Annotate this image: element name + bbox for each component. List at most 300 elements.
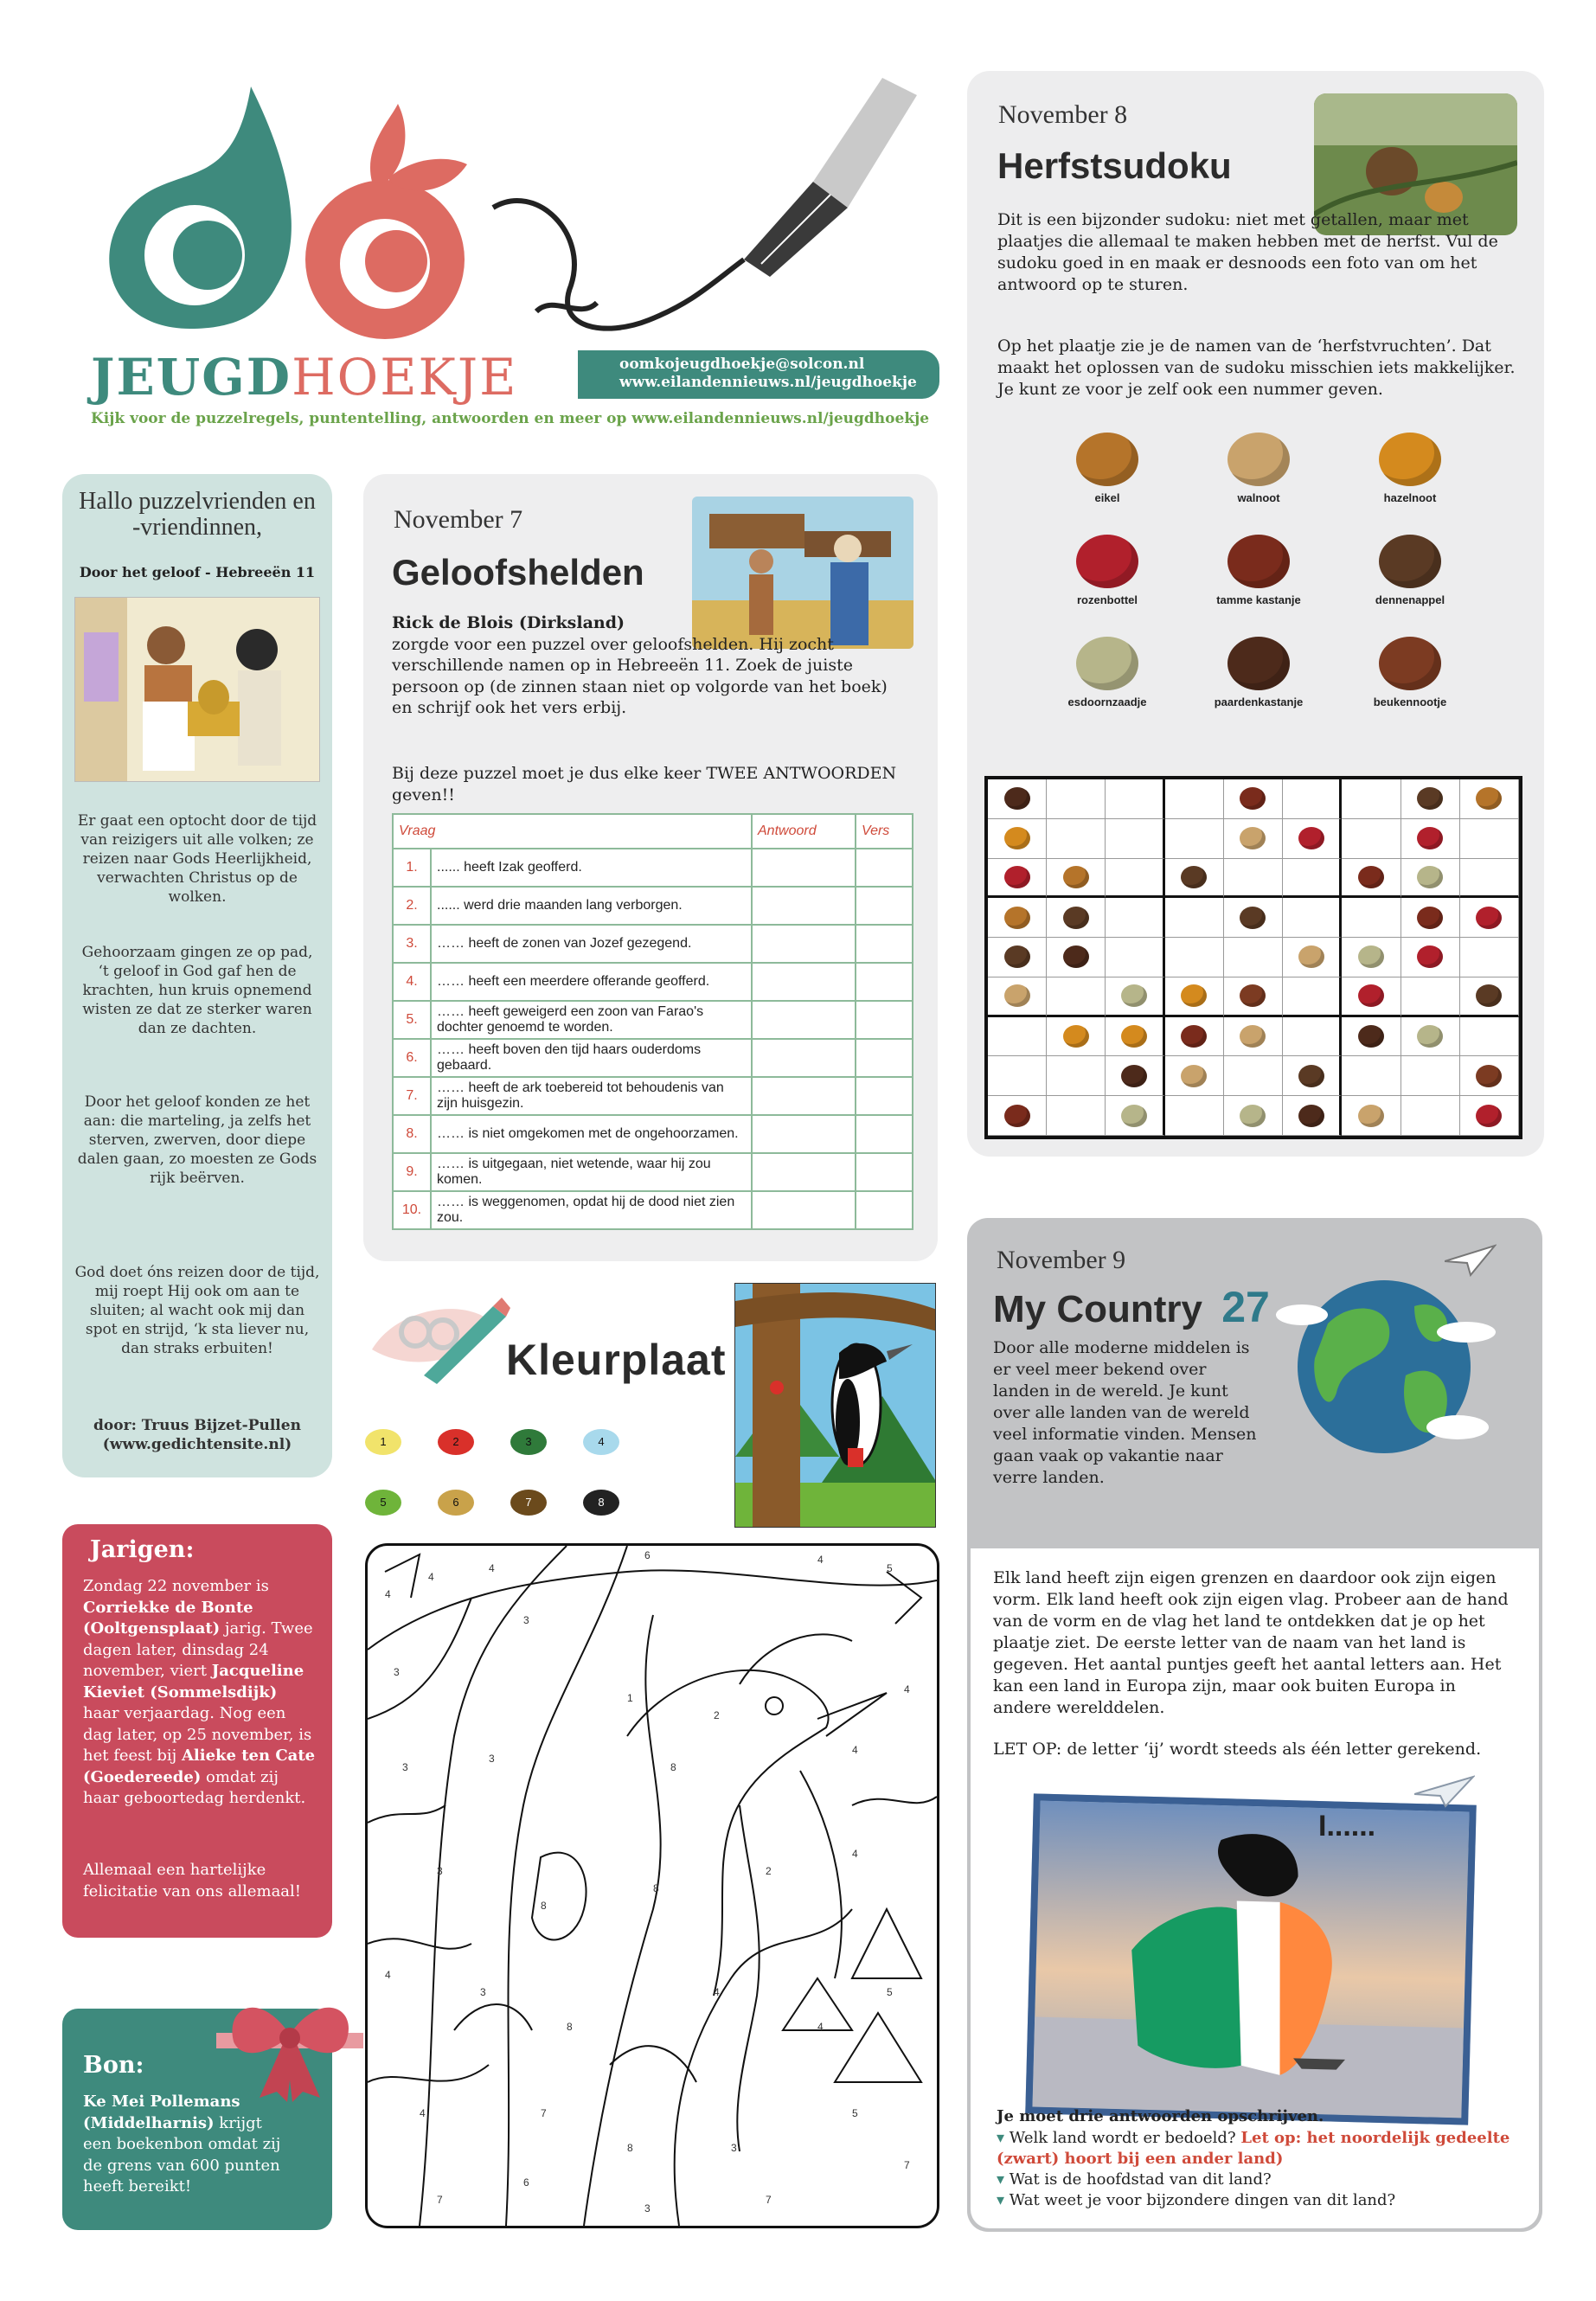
tagline: Kijk voor de puzzelregels, puntentelling, antwoorden en meer op www.eilandennieuws.nl/jeugdhoekje bbox=[91, 410, 930, 427]
table-row bbox=[393, 1191, 913, 1229]
svg-text:8: 8 bbox=[541, 1900, 547, 1912]
sudoku-cell bbox=[1342, 938, 1401, 977]
table-row bbox=[393, 887, 913, 925]
swatches bbox=[363, 1427, 649, 1531]
fruit-legend-item bbox=[1038, 433, 1176, 504]
geloofshelden-author: Rick de Blois (Dirksland) bbox=[392, 613, 625, 632]
col-header-antwoord: Antwoord bbox=[752, 814, 856, 849]
fruit-icon bbox=[1358, 866, 1384, 888]
svg-text:3: 3 bbox=[731, 2142, 737, 2154]
svg-text:4: 4 bbox=[852, 1848, 858, 1860]
svg-text:3: 3 bbox=[437, 1865, 443, 1877]
fruit-icon bbox=[1063, 866, 1089, 888]
mycountry-number: 27 bbox=[1221, 1283, 1270, 1331]
svg-text:4: 4 bbox=[852, 1744, 858, 1756]
fruit-icon bbox=[1298, 945, 1324, 968]
svg-text:7: 7 bbox=[437, 2194, 443, 2206]
sudoku-cell[interactable] bbox=[1106, 938, 1164, 977]
sudoku-cell[interactable] bbox=[1106, 898, 1164, 938]
sudoku-cell bbox=[1224, 898, 1283, 938]
sudoku-cell bbox=[1224, 1017, 1283, 1057]
row-answer-cell[interactable] bbox=[752, 1191, 856, 1229]
contact-website[interactable]: www.eilandennieuws.nl/jeugdhoekje bbox=[619, 374, 917, 391]
brand-part2: HOEKJE bbox=[292, 348, 518, 407]
fruit-icon bbox=[1379, 433, 1441, 486]
herfstsudoku-p2: Op het plaatje zie je de namen van de ‘herfstvruchten’. Dat maakt het oplossen van de sudoku misschien iets makkelijker. Je kunt ze voor je zelf ook een nummer geven. bbox=[997, 336, 1516, 399]
sudoku-cell[interactable] bbox=[1401, 1056, 1460, 1096]
poem-author: door: Truus Bijzet-Pullen (www.gedichtensite.nl) bbox=[93, 1417, 301, 1453]
svg-text:7: 7 bbox=[541, 2107, 547, 2119]
sudoku-cell bbox=[1460, 898, 1519, 938]
svg-text:3: 3 bbox=[402, 1761, 408, 1773]
svg-text:7: 7 bbox=[904, 2159, 910, 2171]
fruit-icon bbox=[1476, 787, 1502, 810]
sudoku-cell[interactable] bbox=[1342, 779, 1401, 819]
fruit-label: tamme kastanje bbox=[1216, 593, 1301, 606]
mycountry-p1: Door alle moderne middelen is er veel meer bekend over landen in de wereld. Je kunt over alle landen van de wereld veel informatie vinden. Mensen gaan vaak op vakantie naar verre landen. bbox=[993, 1338, 1257, 1487]
sudoku-cell[interactable] bbox=[1283, 898, 1342, 938]
globe-image bbox=[1267, 1263, 1501, 1471]
answer-item-1 bbox=[997, 2128, 1524, 2170]
geloofshelden-date: November 7 bbox=[394, 505, 523, 534]
sudoku-cell[interactable] bbox=[1460, 859, 1519, 899]
woodpecker-image bbox=[734, 1283, 936, 1528]
logo bbox=[87, 69, 545, 355]
table-row bbox=[393, 849, 913, 887]
sudoku-cell bbox=[1106, 1056, 1164, 1096]
svg-text:6: 6 bbox=[644, 1549, 651, 1561]
sudoku-cell[interactable] bbox=[1283, 859, 1342, 899]
jarigen-text-part: jarig. Twee dagen later, dinsdag 24 november, viert bbox=[83, 1619, 313, 1680]
sudoku-cell[interactable] bbox=[988, 1017, 1047, 1057]
sudoku-cell bbox=[1460, 779, 1519, 819]
svg-text:4: 4 bbox=[385, 1969, 391, 1981]
geloofshelden-intro bbox=[392, 612, 901, 719]
fruit-icon bbox=[1121, 1105, 1147, 1127]
sudoku-cell bbox=[1224, 1096, 1283, 1136]
fruit-icon bbox=[1417, 945, 1443, 968]
sudoku-cell bbox=[1283, 1056, 1342, 1096]
row-answer-cell[interactable] bbox=[752, 1115, 856, 1153]
svg-text:3: 3 bbox=[644, 2202, 651, 2214]
answer-q1: Welk land wordt er bedoeld? bbox=[1009, 2129, 1236, 2147]
sudoku-cell[interactable] bbox=[1224, 1056, 1283, 1096]
row-question: ...... heeft Izak geofferd. bbox=[431, 849, 752, 887]
herfstsudoku-title: Herfstsudoku bbox=[997, 145, 1232, 186]
row-number: 2. bbox=[393, 887, 431, 925]
coloring-page bbox=[365, 1543, 939, 2228]
sudoku-cell[interactable] bbox=[1106, 779, 1164, 819]
sudoku-cell bbox=[988, 898, 1047, 938]
mycountry-p3: LET OP: de letter ‘ij’ wordt steeds als één letter gerekend. bbox=[993, 1740, 1482, 1759]
sudoku-cell bbox=[1401, 819, 1460, 859]
sudoku-cell bbox=[1401, 859, 1460, 899]
row-answer-cell[interactable] bbox=[752, 963, 856, 1001]
row-number: 7. bbox=[393, 1077, 431, 1115]
country-photo bbox=[1025, 1793, 1477, 2125]
sudoku-cell bbox=[988, 859, 1047, 899]
herfstsudoku-p1: Dit is een bijzonder sudoku: niet met getallen, maar met plaatjes die allemaal te maken hebben met de herfst. Vul de sudoku goed in en maak er desnoods een foto van om het antwoord op te sturen. bbox=[997, 210, 1498, 294]
svg-text:5: 5 bbox=[887, 1562, 893, 1574]
fruit-icon bbox=[1004, 984, 1030, 1007]
row-question: …… heeft de ark toebereid tot behoudenis van zijn huisgezin. bbox=[431, 1077, 752, 1115]
country-hint: I...... bbox=[1318, 1810, 1376, 1843]
svg-text:8: 8 bbox=[653, 1882, 659, 1894]
row-vers-cell[interactable] bbox=[856, 1191, 913, 1229]
fruit-icon bbox=[1298, 1065, 1324, 1087]
fruit-label: eikel bbox=[1094, 491, 1120, 504]
row-answer-cell[interactable] bbox=[752, 925, 856, 963]
table-header-row bbox=[393, 814, 913, 849]
sudoku-cell bbox=[1401, 1017, 1460, 1057]
row-vers-cell[interactable] bbox=[856, 925, 913, 963]
sudoku-cell[interactable] bbox=[1283, 977, 1342, 1017]
sudoku-cell[interactable] bbox=[988, 1056, 1047, 1096]
row-question: …… is uitgegaan, niet wetende, waar hij zou komen. bbox=[431, 1153, 752, 1191]
svg-text:8: 8 bbox=[670, 1761, 676, 1773]
fruit-icon bbox=[1181, 1025, 1207, 1048]
svg-text:3: 3 bbox=[489, 1753, 495, 1765]
pen-icon bbox=[484, 61, 934, 372]
sudoku-cell bbox=[988, 779, 1047, 819]
fruit-icon bbox=[1227, 637, 1290, 690]
fruit-icon bbox=[1181, 866, 1207, 888]
sudoku-cell[interactable] bbox=[1283, 1017, 1342, 1057]
svg-text:5: 5 bbox=[887, 1986, 893, 1998]
fruit-icon bbox=[1240, 1105, 1266, 1127]
jarigen-text-part: omdat zij haar geboortedag herdenkt. bbox=[83, 1767, 306, 1807]
color-swatch: 4 bbox=[583, 1429, 619, 1455]
svg-text:4: 4 bbox=[428, 1571, 434, 1583]
poem-greeting: Hallo puzzelvrienden en -vriendinnen, bbox=[79, 488, 316, 541]
jarigen-name: Jacqueline Kieviet (Sommelsdijk) bbox=[83, 1662, 304, 1702]
fruit-icon bbox=[1417, 907, 1443, 929]
fruit-icon bbox=[1240, 787, 1266, 810]
sudoku-cell bbox=[1342, 977, 1401, 1017]
fruit-icon bbox=[1240, 984, 1266, 1007]
poem-stanza-3: Door het geloof konden ze het aan: die marteling, ja zelfs het sterven, zwerven, door diepe dalen gaan, zo moesten ze Gods rijk beërven. bbox=[77, 1093, 317, 1187]
sudoku-cell bbox=[988, 977, 1047, 1017]
table-row bbox=[393, 1077, 913, 1115]
fruit-icon bbox=[1181, 984, 1207, 1007]
sudoku-cell bbox=[1165, 1056, 1224, 1096]
fruit-icon bbox=[1240, 907, 1266, 929]
fruit-icon bbox=[1358, 945, 1384, 968]
fruit-legend-item bbox=[1189, 535, 1328, 606]
svg-text:3: 3 bbox=[480, 1986, 486, 1998]
fruit-icon bbox=[1004, 945, 1030, 968]
fruit-icon bbox=[1004, 907, 1030, 929]
row-number: 9. bbox=[393, 1153, 431, 1191]
table-row bbox=[393, 1153, 913, 1191]
row-number: 5. bbox=[393, 1001, 431, 1039]
fruit-icon bbox=[1076, 637, 1138, 690]
color-swatch: 8 bbox=[583, 1490, 619, 1516]
poem-stanza-4: God doet óns reizen door de tijd, mij roept Hij ook om aan te sluiten; al wacht ook mij dan spot en strijd, ‘k sta liever nu, dan straks erbuiten! bbox=[74, 1264, 320, 1357]
bow-icon bbox=[216, 1981, 363, 2102]
fruit-legend-item bbox=[1038, 637, 1176, 708]
sudoku-cell bbox=[1460, 977, 1519, 1017]
svg-text:2: 2 bbox=[766, 1865, 772, 1877]
fruit-icon bbox=[1121, 984, 1147, 1007]
contact-email[interactable]: oomkojeugdhoekje@solcon.nl bbox=[619, 356, 865, 373]
jarigen-closing: Allemaal een hartelijke felicitatie van ons allemaal! bbox=[83, 1861, 302, 1900]
sudoku-cell[interactable] bbox=[1460, 819, 1519, 859]
color-swatch: 2 bbox=[438, 1429, 474, 1455]
jarigen-title: Jarigen: bbox=[90, 1536, 195, 1563]
mycountry-date: November 9 bbox=[997, 1246, 1126, 1274]
sudoku-cell[interactable] bbox=[1165, 898, 1224, 938]
sudoku-cell[interactable] bbox=[1165, 819, 1224, 859]
table-row bbox=[393, 925, 913, 963]
svg-text:4: 4 bbox=[817, 2021, 824, 2033]
sudoku-cell bbox=[1460, 1096, 1519, 1136]
fruit-legend-item bbox=[1038, 535, 1176, 606]
geloofshelden-table bbox=[392, 813, 913, 1230]
table-row bbox=[393, 1115, 913, 1153]
row-vers-cell[interactable] bbox=[856, 1077, 913, 1115]
geloofshelden-intro-text: zorgde voor een puzzel over geloofshelden. Hij zocht verschillende namen op in Hebreeën 11. Zoek de juiste persoon op (de zinnen staan niet op volgorde van het boek) en schrijf ook het vers erbij. bbox=[392, 634, 888, 717]
row-question: …… heeft een meerdere offerande geofferd. bbox=[431, 963, 752, 1001]
fruit-icon bbox=[1004, 866, 1030, 888]
fruit-icon bbox=[1417, 787, 1443, 810]
svg-text:8: 8 bbox=[627, 2142, 633, 2154]
triangle-bullet-icon: ▾ bbox=[997, 2170, 1005, 2189]
sudoku-cell[interactable] bbox=[1106, 819, 1164, 859]
fruit-icon bbox=[1227, 433, 1290, 486]
svg-text:3: 3 bbox=[523, 1614, 529, 1626]
contact-box bbox=[578, 350, 939, 399]
fruit-icon bbox=[1121, 1065, 1147, 1087]
color-swatch: 7 bbox=[510, 1490, 547, 1516]
svg-text:8: 8 bbox=[567, 2021, 573, 2033]
color-swatch: 1 bbox=[365, 1429, 401, 1455]
geloofshelden-note: Bij deze puzzel moet je dus elke keer TWEE ANTWOORDEN geven!! bbox=[392, 764, 897, 804]
answers-list bbox=[997, 2128, 1524, 2211]
row-vers-cell[interactable] bbox=[856, 963, 913, 1001]
row-answer-cell[interactable] bbox=[752, 1153, 856, 1191]
fruit-label: esdoornzaadje bbox=[1067, 695, 1147, 708]
mycountry-title bbox=[993, 1282, 1270, 1332]
kleurplaat-title: Kleurplaat bbox=[506, 1336, 727, 1384]
row-vers-cell[interactable] bbox=[856, 1153, 913, 1191]
logo-graphic bbox=[87, 69, 545, 355]
fruit-label: dennenappel bbox=[1375, 593, 1445, 606]
sudoku-cell[interactable] bbox=[1165, 779, 1224, 819]
row-vers-cell[interactable] bbox=[856, 1115, 913, 1153]
triangle-bullet-icon: ▾ bbox=[997, 2191, 1005, 2209]
sudoku-cell[interactable] bbox=[1165, 1096, 1224, 1136]
sudoku-grid bbox=[984, 776, 1522, 1139]
poem-subtitle: Door het geloof - Hebreeën 11 bbox=[79, 564, 316, 580]
jarigen-name: Alieke ten Cate (Goedereede) bbox=[83, 1747, 316, 1786]
row-number: 8. bbox=[393, 1115, 431, 1153]
coloring-outline bbox=[368, 1546, 937, 2226]
jarigen-text-part: haar verjaardag. Nog een dag later, op 25 november, is het feest bij bbox=[83, 1704, 312, 1765]
fruit-label: hazelnoot bbox=[1383, 491, 1437, 504]
table-row bbox=[393, 963, 913, 1001]
fruit-label: walnoot bbox=[1237, 491, 1280, 504]
sudoku-cell[interactable] bbox=[1342, 1056, 1401, 1096]
svg-text:2: 2 bbox=[714, 1709, 720, 1721]
poem-stanza-1: Er gaat een optocht door de tijd van reizigers uit alle volken; ze reizen naar Gods Heerlijkheid, verwachten Christus op de wolken. bbox=[77, 812, 317, 906]
fruit-legend-item bbox=[1189, 637, 1328, 708]
row-answer-cell[interactable] bbox=[752, 849, 856, 887]
sudoku-cell[interactable] bbox=[1047, 779, 1106, 819]
row-number: 1. bbox=[393, 849, 431, 887]
sudoku-cell bbox=[1165, 859, 1224, 899]
row-vers-cell[interactable] bbox=[856, 887, 913, 925]
row-vers-cell[interactable] bbox=[856, 1039, 913, 1077]
sudoku-cell bbox=[1283, 938, 1342, 977]
fruit-icon bbox=[1240, 827, 1266, 849]
table-row bbox=[393, 1001, 913, 1039]
svg-text:3: 3 bbox=[394, 1666, 400, 1678]
row-vers-cell[interactable] bbox=[856, 849, 913, 887]
fruit-icon bbox=[1004, 1105, 1030, 1127]
bon-title: Bon: bbox=[83, 2052, 144, 2079]
answer-item-2 bbox=[997, 2170, 1524, 2190]
fruit-icon bbox=[1476, 1065, 1502, 1087]
row-answer-cell[interactable] bbox=[752, 1001, 856, 1039]
sudoku-cell[interactable] bbox=[1224, 938, 1283, 977]
svg-text:5: 5 bbox=[852, 2107, 858, 2119]
answer-item-3 bbox=[997, 2190, 1524, 2211]
row-question: …… heeft de zonen van Jozef gezegend. bbox=[431, 925, 752, 963]
sudoku-cell[interactable] bbox=[1165, 938, 1224, 977]
sudoku-cell bbox=[1224, 819, 1283, 859]
row-question: …… heeft boven den tijd haars ouderdoms gebaard. bbox=[431, 1039, 752, 1077]
fruit-icon bbox=[1298, 827, 1324, 849]
sudoku-cell[interactable] bbox=[1342, 898, 1401, 938]
bon-text bbox=[83, 2092, 287, 2198]
sudoku-cell[interactable] bbox=[1224, 859, 1283, 899]
sudoku-cell bbox=[1401, 938, 1460, 977]
answers-title: Je moet drie antwoorden opschrijven. bbox=[997, 2107, 1324, 2125]
jarigen-name: Corriekke de Bonte (Ooltgensplaat) bbox=[83, 1598, 253, 1638]
geloofshelden-title: Geloofshelden bbox=[392, 552, 644, 593]
fruit-icon bbox=[1004, 827, 1030, 849]
fruit-legend-item bbox=[1341, 637, 1479, 708]
sudoku-cell bbox=[1224, 779, 1283, 819]
fruit-icon bbox=[1004, 787, 1030, 810]
svg-text:1: 1 bbox=[627, 1692, 633, 1704]
fruit-icon bbox=[1076, 433, 1138, 486]
sudoku-cell[interactable] bbox=[1106, 859, 1164, 899]
fruit-icon bbox=[1358, 1025, 1384, 1048]
row-question: …… is weggenomen, opdat hij de dood niet zien zou. bbox=[431, 1191, 752, 1229]
col-header-vers: Vers bbox=[856, 814, 913, 849]
fruit-label: beukennootje bbox=[1373, 695, 1447, 708]
poem-stanza-2: Gehoorzaam gingen ze op pad, ‘t geloof in God gaf hen de krachten, hun kruis opnemend wisten ze dat ze sterker waren dan ze dachten. bbox=[81, 944, 313, 1037]
fruit-icon bbox=[1063, 1025, 1089, 1048]
sudoku-cell bbox=[1047, 859, 1106, 899]
fruit-icon bbox=[1476, 984, 1502, 1007]
svg-text:4: 4 bbox=[385, 1588, 391, 1600]
fruit-icon bbox=[1476, 1105, 1502, 1127]
fruit-icon bbox=[1476, 907, 1502, 929]
bon-body: krijgt een boekenbon omdat zij de grens van 600 punten heeft bereikt! bbox=[83, 2113, 281, 2195]
sudoku-cell bbox=[1106, 977, 1164, 1017]
sudoku-cell bbox=[1106, 1096, 1164, 1136]
sudoku-cell bbox=[1106, 1017, 1164, 1057]
row-number: 10. bbox=[393, 1191, 431, 1229]
sudoku-cell[interactable] bbox=[1047, 1096, 1106, 1136]
sudoku-cell bbox=[1224, 977, 1283, 1017]
sudoku-cell bbox=[1401, 898, 1460, 938]
sudoku-cell bbox=[1342, 1096, 1401, 1136]
fruit-icon bbox=[1417, 1025, 1443, 1048]
jarigen-text-part: Zondag 22 november is bbox=[83, 1577, 269, 1595]
fruit-icon bbox=[1227, 535, 1290, 588]
color-swatch: 3 bbox=[510, 1429, 547, 1455]
fruit-icon bbox=[1063, 945, 1089, 968]
row-answer-cell[interactable] bbox=[752, 1039, 856, 1077]
fruit-legend-item bbox=[1189, 433, 1328, 504]
jarigen-text bbox=[83, 1576, 317, 1810]
sudoku-cell bbox=[988, 938, 1047, 977]
sudoku-cell bbox=[988, 1096, 1047, 1136]
sudoku-cell bbox=[1047, 938, 1106, 977]
sudoku-cell[interactable] bbox=[1342, 819, 1401, 859]
bon-name: Ke Mei Pollemans (Middelharnis) bbox=[83, 2093, 240, 2132]
row-number: 6. bbox=[393, 1039, 431, 1077]
sudoku-cell[interactable] bbox=[1460, 1017, 1519, 1057]
mycountry-p2: Elk land heeft zijn eigen grenzen en daardoor ook zijn eigen vorm. Elk land heeft ook zijn eigen vlag. Probeer aan de hand van de vorm en de vlag het land te ontdekken dat je op het plaatje ziet. De eerste letter van de naam van het land is gegeven. Het aantal puntjes geeft het aantal letters aan. Het kan een land in Europa zijn, maar ook buiten Europa in andere werelddelen. bbox=[993, 1568, 1509, 1717]
row-answer-cell[interactable] bbox=[752, 1077, 856, 1115]
fruit-icon bbox=[1076, 535, 1138, 588]
svg-text:4: 4 bbox=[904, 1683, 910, 1695]
sudoku-cell bbox=[1283, 819, 1342, 859]
sudoku-cell bbox=[1165, 1017, 1224, 1057]
table-row bbox=[393, 1039, 913, 1077]
fruit-legend bbox=[1038, 433, 1488, 744]
fruit-legend-item bbox=[1341, 433, 1479, 504]
sudoku-cell[interactable] bbox=[1047, 819, 1106, 859]
triangle-bullet-icon: ▾ bbox=[997, 2129, 1005, 2147]
svg-text:4: 4 bbox=[817, 1554, 824, 1566]
sudoku-cell bbox=[1165, 977, 1224, 1017]
fruit-icon bbox=[1358, 984, 1384, 1007]
sudoku-cell bbox=[1283, 1096, 1342, 1136]
fruit-legend-item bbox=[1341, 535, 1479, 606]
row-answer-cell[interactable] bbox=[752, 887, 856, 925]
kleurplaat-logo-icon bbox=[363, 1280, 510, 1384]
sudoku-cell[interactable] bbox=[1283, 779, 1342, 819]
row-number: 4. bbox=[393, 963, 431, 1001]
sudoku-cell[interactable] bbox=[1047, 1056, 1106, 1096]
sudoku-cell[interactable] bbox=[1401, 977, 1460, 1017]
fruit-icon bbox=[1358, 1105, 1384, 1127]
sudoku-cell[interactable] bbox=[1401, 1096, 1460, 1136]
row-vers-cell[interactable] bbox=[856, 1001, 913, 1039]
sudoku-cell bbox=[988, 819, 1047, 859]
sudoku-cell[interactable] bbox=[1460, 938, 1519, 977]
svg-text:4: 4 bbox=[714, 1986, 720, 1998]
svg-text:4: 4 bbox=[420, 2107, 426, 2119]
fruit-icon bbox=[1417, 827, 1443, 849]
svg-text:7: 7 bbox=[766, 2194, 772, 2206]
brand-title bbox=[91, 348, 517, 407]
herfstsudoku-date: November 8 bbox=[998, 100, 1128, 129]
row-question: ...... werd drie maanden lang verborgen. bbox=[431, 887, 752, 925]
sudoku-cell bbox=[1342, 1017, 1401, 1057]
geloofshelden-table-wrap bbox=[392, 813, 913, 1230]
fruit-icon bbox=[1121, 1025, 1147, 1048]
row-question: …… is niet omgekomen met de ongehoorzamen. bbox=[431, 1115, 752, 1153]
sudoku-cell[interactable] bbox=[1047, 977, 1106, 1017]
fruit-label: rozenbottel bbox=[1076, 593, 1138, 606]
